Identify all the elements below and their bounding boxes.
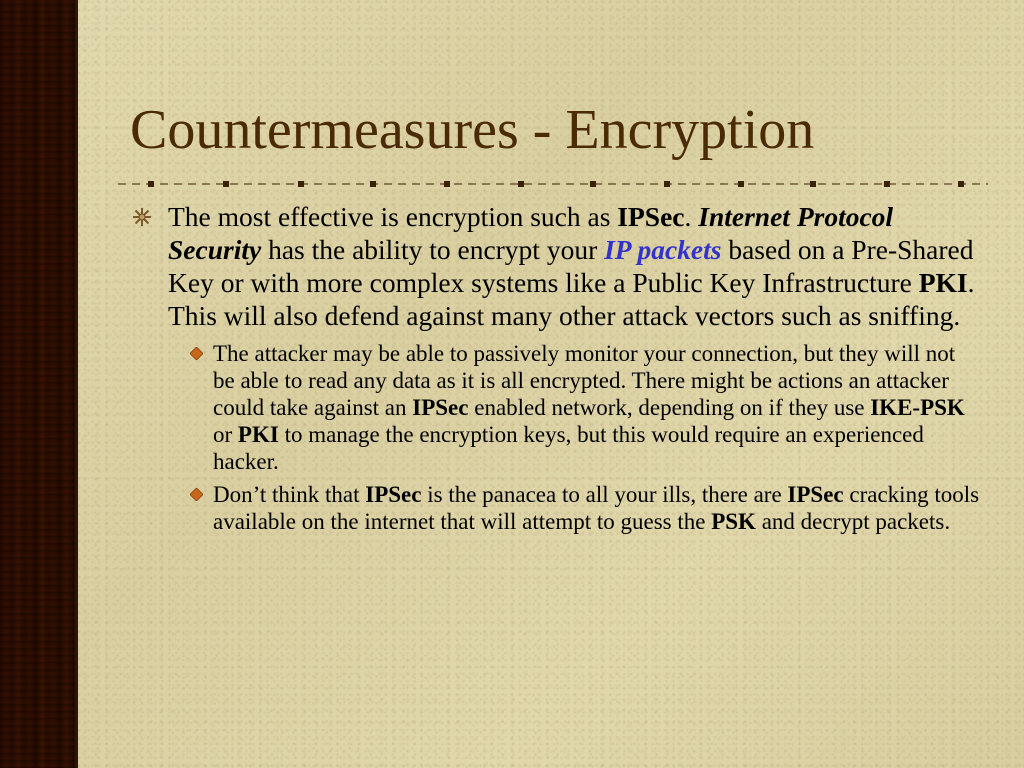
sub-bullet-text: is the panacea to all your ills, there are xyxy=(421,482,788,507)
wood-border-strip xyxy=(0,0,78,768)
starburst-icon xyxy=(132,207,152,227)
bullet-text: The most effective is encryption such as xyxy=(168,201,618,232)
bullet-text: has the ability to encrypt your xyxy=(261,234,605,265)
slide-body xyxy=(130,200,980,541)
sub-bullet-text: enabled network, depending on if they use xyxy=(468,395,871,420)
bullet-text: based on a Pre-Shared Key or with more complex systems like a Public Key Infrastructure xyxy=(168,234,974,298)
bullet-text: . xyxy=(684,201,699,232)
term-pki: PKI xyxy=(918,267,968,298)
term-pki: PKI xyxy=(237,422,279,447)
diamond-icon xyxy=(190,347,203,360)
term-psk: PSK xyxy=(711,509,756,534)
sub-bullet-text: The attacker may be able to passively monitor your connection, but they will not be able to read any data as it is all encrypted. There might be actions an attacker could take against an xyxy=(213,341,956,420)
term-ipsec: IPSec xyxy=(787,482,844,507)
term-internet-protocol-security: Internet Protocol Security xyxy=(168,201,894,265)
slide-title: Countermeasures - Encryption xyxy=(130,99,815,161)
sub-bullet-text: to manage the encryption keys, but this would require an experienced hacker. xyxy=(213,422,924,474)
term-ip-packets: IP packets xyxy=(604,234,722,265)
sub-bullet-list xyxy=(130,340,980,535)
diamond-icon xyxy=(190,488,203,501)
sub-bullet-text: Don’t think that xyxy=(213,482,366,507)
dotted-divider xyxy=(118,180,988,188)
sub-bullet-text: or xyxy=(213,422,238,447)
term-ipsec: IPSec xyxy=(617,201,685,232)
sub-bullet-text: and decrypt packets. xyxy=(755,509,951,534)
bullet-main xyxy=(130,200,980,332)
term-ipsec: IPSec xyxy=(365,482,422,507)
sub-bullet-text: cracking tools available on the internet that will attempt to guess the xyxy=(213,482,980,534)
bullet-text: . This will also defend against many other attack vectors such as sniffing. xyxy=(168,267,975,331)
term-ipsec: IPSec xyxy=(412,395,469,420)
sub-bullet-panacea xyxy=(188,481,980,535)
sub-bullet-attacker xyxy=(188,340,980,475)
term-ike-psk: IKE-PSK xyxy=(870,395,965,420)
